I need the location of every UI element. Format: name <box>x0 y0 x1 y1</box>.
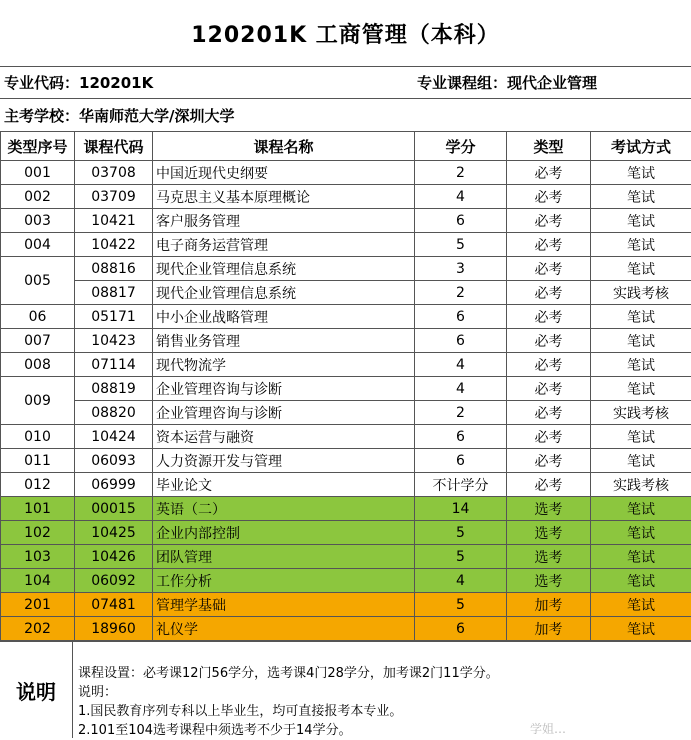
code-cell: 05171 <box>75 305 153 329</box>
name-cell: 中小企业战略管理 <box>153 305 415 329</box>
type-cell: 选考 <box>507 545 591 569</box>
header-seq: 类型序号 <box>1 132 75 161</box>
course-table <box>0 131 691 641</box>
seq-cell: 102 <box>1 521 75 545</box>
type-cell: 必考 <box>507 353 591 377</box>
seq-cell: 002 <box>1 185 75 209</box>
header-credit: 学分 <box>415 132 507 161</box>
type-cell: 必考 <box>507 209 591 233</box>
table-row-additional <box>1 593 691 617</box>
table-row-elective <box>1 569 691 593</box>
type-cell: 必考 <box>507 305 591 329</box>
table-row <box>1 281 691 305</box>
exam-cell: 笔试 <box>591 545 691 569</box>
credit-cell: 6 <box>415 425 507 449</box>
type-cell: 必考 <box>507 257 591 281</box>
exam-cell: 笔试 <box>591 353 691 377</box>
type-cell: 必考 <box>507 425 591 449</box>
seq-cell: 104 <box>1 569 75 593</box>
notes-line-1: 1.国民教育序列专科以上毕业生，均可直接报考本专业。 <box>78 702 499 721</box>
code-cell: 06093 <box>75 449 153 473</box>
code-cell: 07481 <box>75 593 153 617</box>
credit-cell: 6 <box>415 209 507 233</box>
exam-cell: 笔试 <box>591 185 691 209</box>
seq-cell: 003 <box>1 209 75 233</box>
name-cell: 资本运营与融资 <box>153 425 415 449</box>
type-cell: 加考 <box>507 617 591 641</box>
name-cell: 毕业论文 <box>153 473 415 497</box>
credit-cell: 6 <box>415 449 507 473</box>
code-cell: 08820 <box>75 401 153 425</box>
credit-cell: 不计学分 <box>415 473 507 497</box>
seq-cell: 201 <box>1 593 75 617</box>
table-row-additional <box>1 617 691 641</box>
table-row-elective <box>1 497 691 521</box>
type-cell: 必考 <box>507 329 591 353</box>
code-cell: 06999 <box>75 473 153 497</box>
page-title: 120201K 工商管理（本科） <box>0 0 691 67</box>
watermark: 学姐… <box>530 720 566 737</box>
seq-cell: 010 <box>1 425 75 449</box>
seq-cell: 009 <box>1 377 75 425</box>
code-cell: 06092 <box>75 569 153 593</box>
table-row <box>1 257 691 281</box>
table-row-elective <box>1 521 691 545</box>
exam-cell: 笔试 <box>591 425 691 449</box>
credit-cell: 6 <box>415 305 507 329</box>
type-cell: 选考 <box>507 521 591 545</box>
credit-cell: 3 <box>415 257 507 281</box>
seq-cell: 004 <box>1 233 75 257</box>
table-row <box>1 353 691 377</box>
table-row <box>1 161 691 185</box>
code-cell: 03709 <box>75 185 153 209</box>
credit-cell: 2 <box>415 161 507 185</box>
credit-cell: 2 <box>415 401 507 425</box>
seq-cell: 012 <box>1 473 75 497</box>
table-row <box>1 209 691 233</box>
code-cell: 18960 <box>75 617 153 641</box>
table-row <box>1 233 691 257</box>
name-cell: 团队管理 <box>153 545 415 569</box>
exam-cell: 笔试 <box>591 305 691 329</box>
type-cell: 必考 <box>507 233 591 257</box>
exam-school: 主考学校：华南师范大学/深圳大学 <box>0 105 234 126</box>
name-cell: 现代企业管理信息系统 <box>153 257 415 281</box>
exam-cell: 笔试 <box>591 449 691 473</box>
code-cell: 08817 <box>75 281 153 305</box>
name-cell: 马克思主义基本原理概论 <box>153 185 415 209</box>
credit-cell: 5 <box>415 521 507 545</box>
code-cell: 00015 <box>75 497 153 521</box>
exam-cell: 笔试 <box>591 329 691 353</box>
code-cell: 10423 <box>75 329 153 353</box>
header-name: 课程名称 <box>153 132 415 161</box>
credit-cell: 6 <box>415 617 507 641</box>
table-row <box>1 305 691 329</box>
seq-cell: 06 <box>1 305 75 329</box>
seq-cell: 101 <box>1 497 75 521</box>
type-cell: 必考 <box>507 473 591 497</box>
notes-label: 说明 <box>0 642 73 738</box>
code-cell: 10421 <box>75 209 153 233</box>
seq-cell: 008 <box>1 353 75 377</box>
seq-cell: 007 <box>1 329 75 353</box>
code-cell: 08819 <box>75 377 153 401</box>
code-cell: 08816 <box>75 257 153 281</box>
table-row <box>1 185 691 209</box>
header-code: 课程代码 <box>75 132 153 161</box>
exam-cell: 笔试 <box>591 569 691 593</box>
name-cell: 客户服务管理 <box>153 209 415 233</box>
name-cell: 现代物流学 <box>153 353 415 377</box>
credit-cell: 4 <box>415 569 507 593</box>
type-cell: 必考 <box>507 377 591 401</box>
code-cell: 10426 <box>75 545 153 569</box>
code-cell: 07114 <box>75 353 153 377</box>
exam-cell: 笔试 <box>591 161 691 185</box>
seq-cell: 005 <box>1 257 75 305</box>
type-cell: 选考 <box>507 497 591 521</box>
seq-cell: 001 <box>1 161 75 185</box>
course-group: 专业课程组：现代企业管理 <box>417 72 597 93</box>
credit-cell: 2 <box>415 281 507 305</box>
table-header-row <box>1 132 691 161</box>
table-row-elective <box>1 545 691 569</box>
exam-cell: 笔试 <box>591 257 691 281</box>
name-cell: 企业内部控制 <box>153 521 415 545</box>
code-cell: 10425 <box>75 521 153 545</box>
credit-cell: 4 <box>415 353 507 377</box>
header-type: 类型 <box>507 132 591 161</box>
type-cell: 必考 <box>507 281 591 305</box>
exam-cell: 实践考核 <box>591 401 691 425</box>
type-cell: 必考 <box>507 401 591 425</box>
table-row <box>1 377 691 401</box>
table-row <box>1 329 691 353</box>
header-exam: 考试方式 <box>591 132 691 161</box>
name-cell: 企业管理咨询与诊断 <box>153 401 415 425</box>
code-cell: 10424 <box>75 425 153 449</box>
credit-cell: 5 <box>415 233 507 257</box>
table-row <box>1 449 691 473</box>
exam-cell: 笔试 <box>591 233 691 257</box>
credit-cell: 5 <box>415 593 507 617</box>
name-cell: 销售业务管理 <box>153 329 415 353</box>
seq-cell: 011 <box>1 449 75 473</box>
name-cell: 中国近现代史纲要 <box>153 161 415 185</box>
exam-cell: 笔试 <box>591 521 691 545</box>
name-cell: 工作分析 <box>153 569 415 593</box>
name-cell: 礼仪学 <box>153 617 415 641</box>
exam-cell: 笔试 <box>591 617 691 641</box>
exam-cell: 笔试 <box>591 209 691 233</box>
name-cell: 人力资源开发与管理 <box>153 449 415 473</box>
exam-cell: 笔试 <box>591 377 691 401</box>
table-row <box>1 425 691 449</box>
credit-cell: 4 <box>415 185 507 209</box>
table-row <box>1 473 691 497</box>
type-cell: 加考 <box>507 593 591 617</box>
credit-cell: 5 <box>415 545 507 569</box>
exam-cell: 笔试 <box>591 593 691 617</box>
notes-line-2: 2.101至104选考课程中须选考不少于14学分。 <box>78 721 499 740</box>
school-info-row <box>0 99 691 132</box>
seq-cell: 103 <box>1 545 75 569</box>
seq-cell: 202 <box>1 617 75 641</box>
name-cell: 管理学基础 <box>153 593 415 617</box>
name-cell: 现代企业管理信息系统 <box>153 281 415 305</box>
credit-cell: 6 <box>415 329 507 353</box>
name-cell: 企业管理咨询与诊断 <box>153 377 415 401</box>
notes-section <box>0 641 691 738</box>
notes-text <box>78 664 499 740</box>
major-code: 专业代码：120201K <box>0 72 153 93</box>
code-cell: 10422 <box>75 233 153 257</box>
notes-line-heading: 说明： <box>78 683 499 702</box>
name-cell: 英语（二） <box>153 497 415 521</box>
credit-cell: 4 <box>415 377 507 401</box>
type-cell: 必考 <box>507 185 591 209</box>
type-cell: 必考 <box>507 161 591 185</box>
credit-cell: 14 <box>415 497 507 521</box>
exam-cell: 实践考核 <box>591 281 691 305</box>
exam-cell: 笔试 <box>591 497 691 521</box>
major-info-row <box>0 66 691 99</box>
type-cell: 选考 <box>507 569 591 593</box>
code-cell: 03708 <box>75 161 153 185</box>
type-cell: 必考 <box>507 449 591 473</box>
notes-line-summary: 课程设置：必考课12门56学分，选考课4门28学分，加考课2门11学分。 <box>78 664 499 683</box>
table-row <box>1 401 691 425</box>
name-cell: 电子商务运营管理 <box>153 233 415 257</box>
exam-cell: 实践考核 <box>591 473 691 497</box>
